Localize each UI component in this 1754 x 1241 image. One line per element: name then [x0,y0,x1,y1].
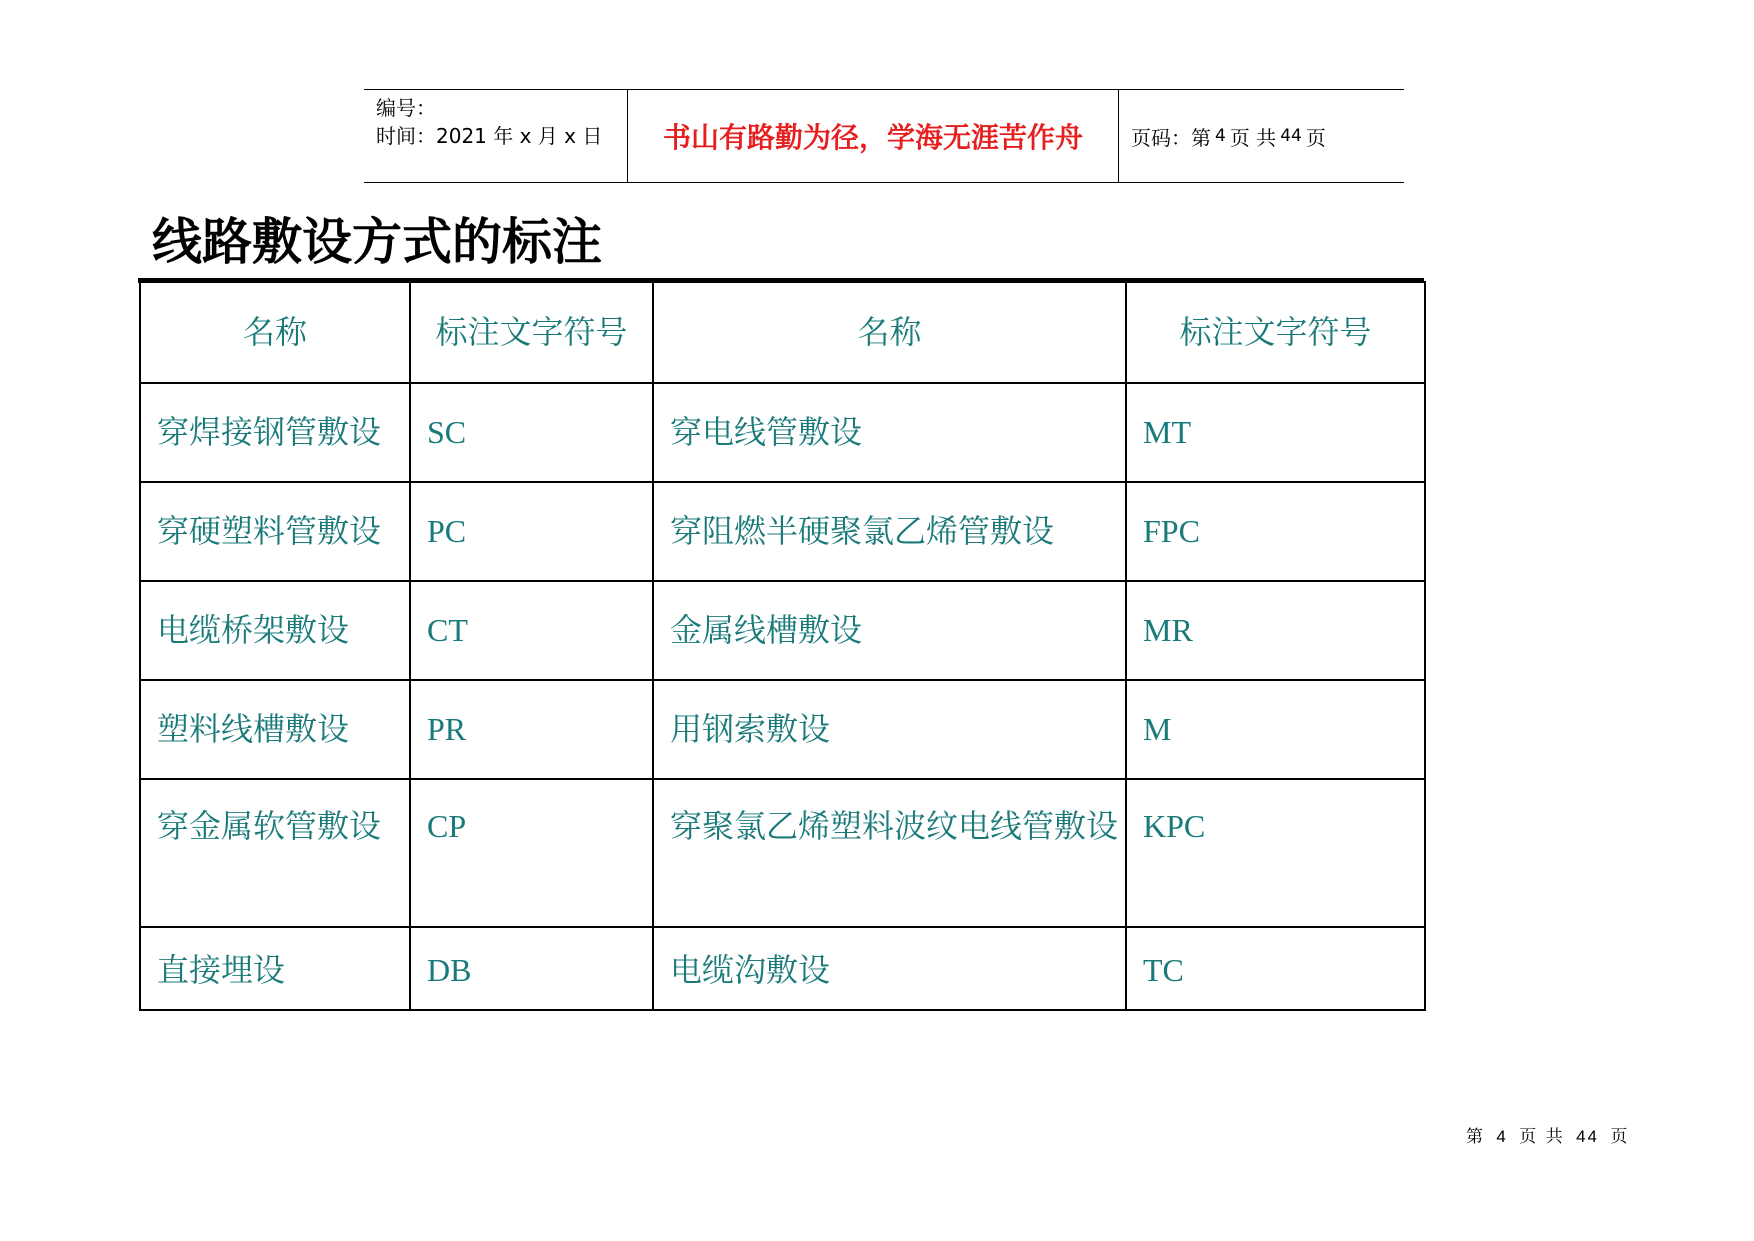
header-page-current: 4 [1215,126,1226,146]
document-header [364,89,1404,183]
method-name: 穿硬塑料管敷设 [140,482,410,581]
method-code: TC [1126,927,1425,1010]
method-name: 用钢索敷设 [653,680,1126,779]
footer-page-total: 44 [1576,1127,1600,1146]
method-name: 穿焊接钢管敷设 [140,383,410,482]
footer-mid: 页 共 [1519,1127,1565,1147]
table-row [140,680,1425,779]
method-code: M [1126,680,1425,779]
header-meta [364,90,628,182]
table-row [140,927,1425,1010]
table-header-row [140,282,1425,383]
method-name: 直接埋设 [140,927,410,1010]
method-code: KPC [1126,779,1425,927]
method-name: 穿电线管敷设 [653,383,1126,482]
table-row [140,383,1425,482]
method-code: CP [410,779,653,927]
page-footer [1466,1122,1629,1147]
document-number-label: 编号： [376,96,436,120]
page-title: 线路敷设方式的标注 [152,213,602,271]
method-name: 电缆沟敷设 [653,927,1126,1010]
header-name-2: 名称 [653,282,1126,383]
document-date: 时间：2021 年 x 月 x 日 [376,124,603,148]
header-code-1: 标注文字符号 [410,282,653,383]
method-code: PR [410,680,653,779]
laying-method-table [139,281,1426,1011]
header-page-prefix: 页码：第 [1131,125,1211,150]
method-name: 电缆桥架敷设 [140,581,410,680]
method-name: 穿阻燃半硬聚氯乙烯管敷设 [653,482,1126,581]
method-code: DB [410,927,653,1010]
footer-suffix: 页 [1610,1127,1630,1147]
laying-method-table-container [139,281,1424,1011]
method-code: MR [1126,581,1425,680]
footer-page-current: 4 [1496,1127,1508,1146]
header-motto: 书山有路勤为径，学海无涯苦作舟 [628,90,1119,182]
header-page-info [1119,90,1404,182]
method-name: 塑料线槽敷设 [140,680,410,779]
method-code: FPC [1126,482,1425,581]
method-code: CT [410,581,653,680]
table-row [140,482,1425,581]
header-page-mid: 页 共 [1229,125,1277,150]
table-row [140,779,1425,927]
footer-prefix: 第 [1466,1127,1485,1147]
header-page-suffix: 页 [1305,125,1326,150]
method-name: 穿金属软管敷设 [140,779,410,927]
method-name: 穿聚氯乙烯塑料波纹电线管敷设 [653,779,1126,927]
method-name: 金属线槽敷设 [653,581,1126,680]
header-page-total: 44 [1280,126,1302,146]
method-code: MT [1126,383,1425,482]
header-name-1: 名称 [140,282,410,383]
method-code: SC [410,383,653,482]
method-code: PC [410,482,653,581]
table-row [140,581,1425,680]
header-code-2: 标注文字符号 [1126,282,1425,383]
